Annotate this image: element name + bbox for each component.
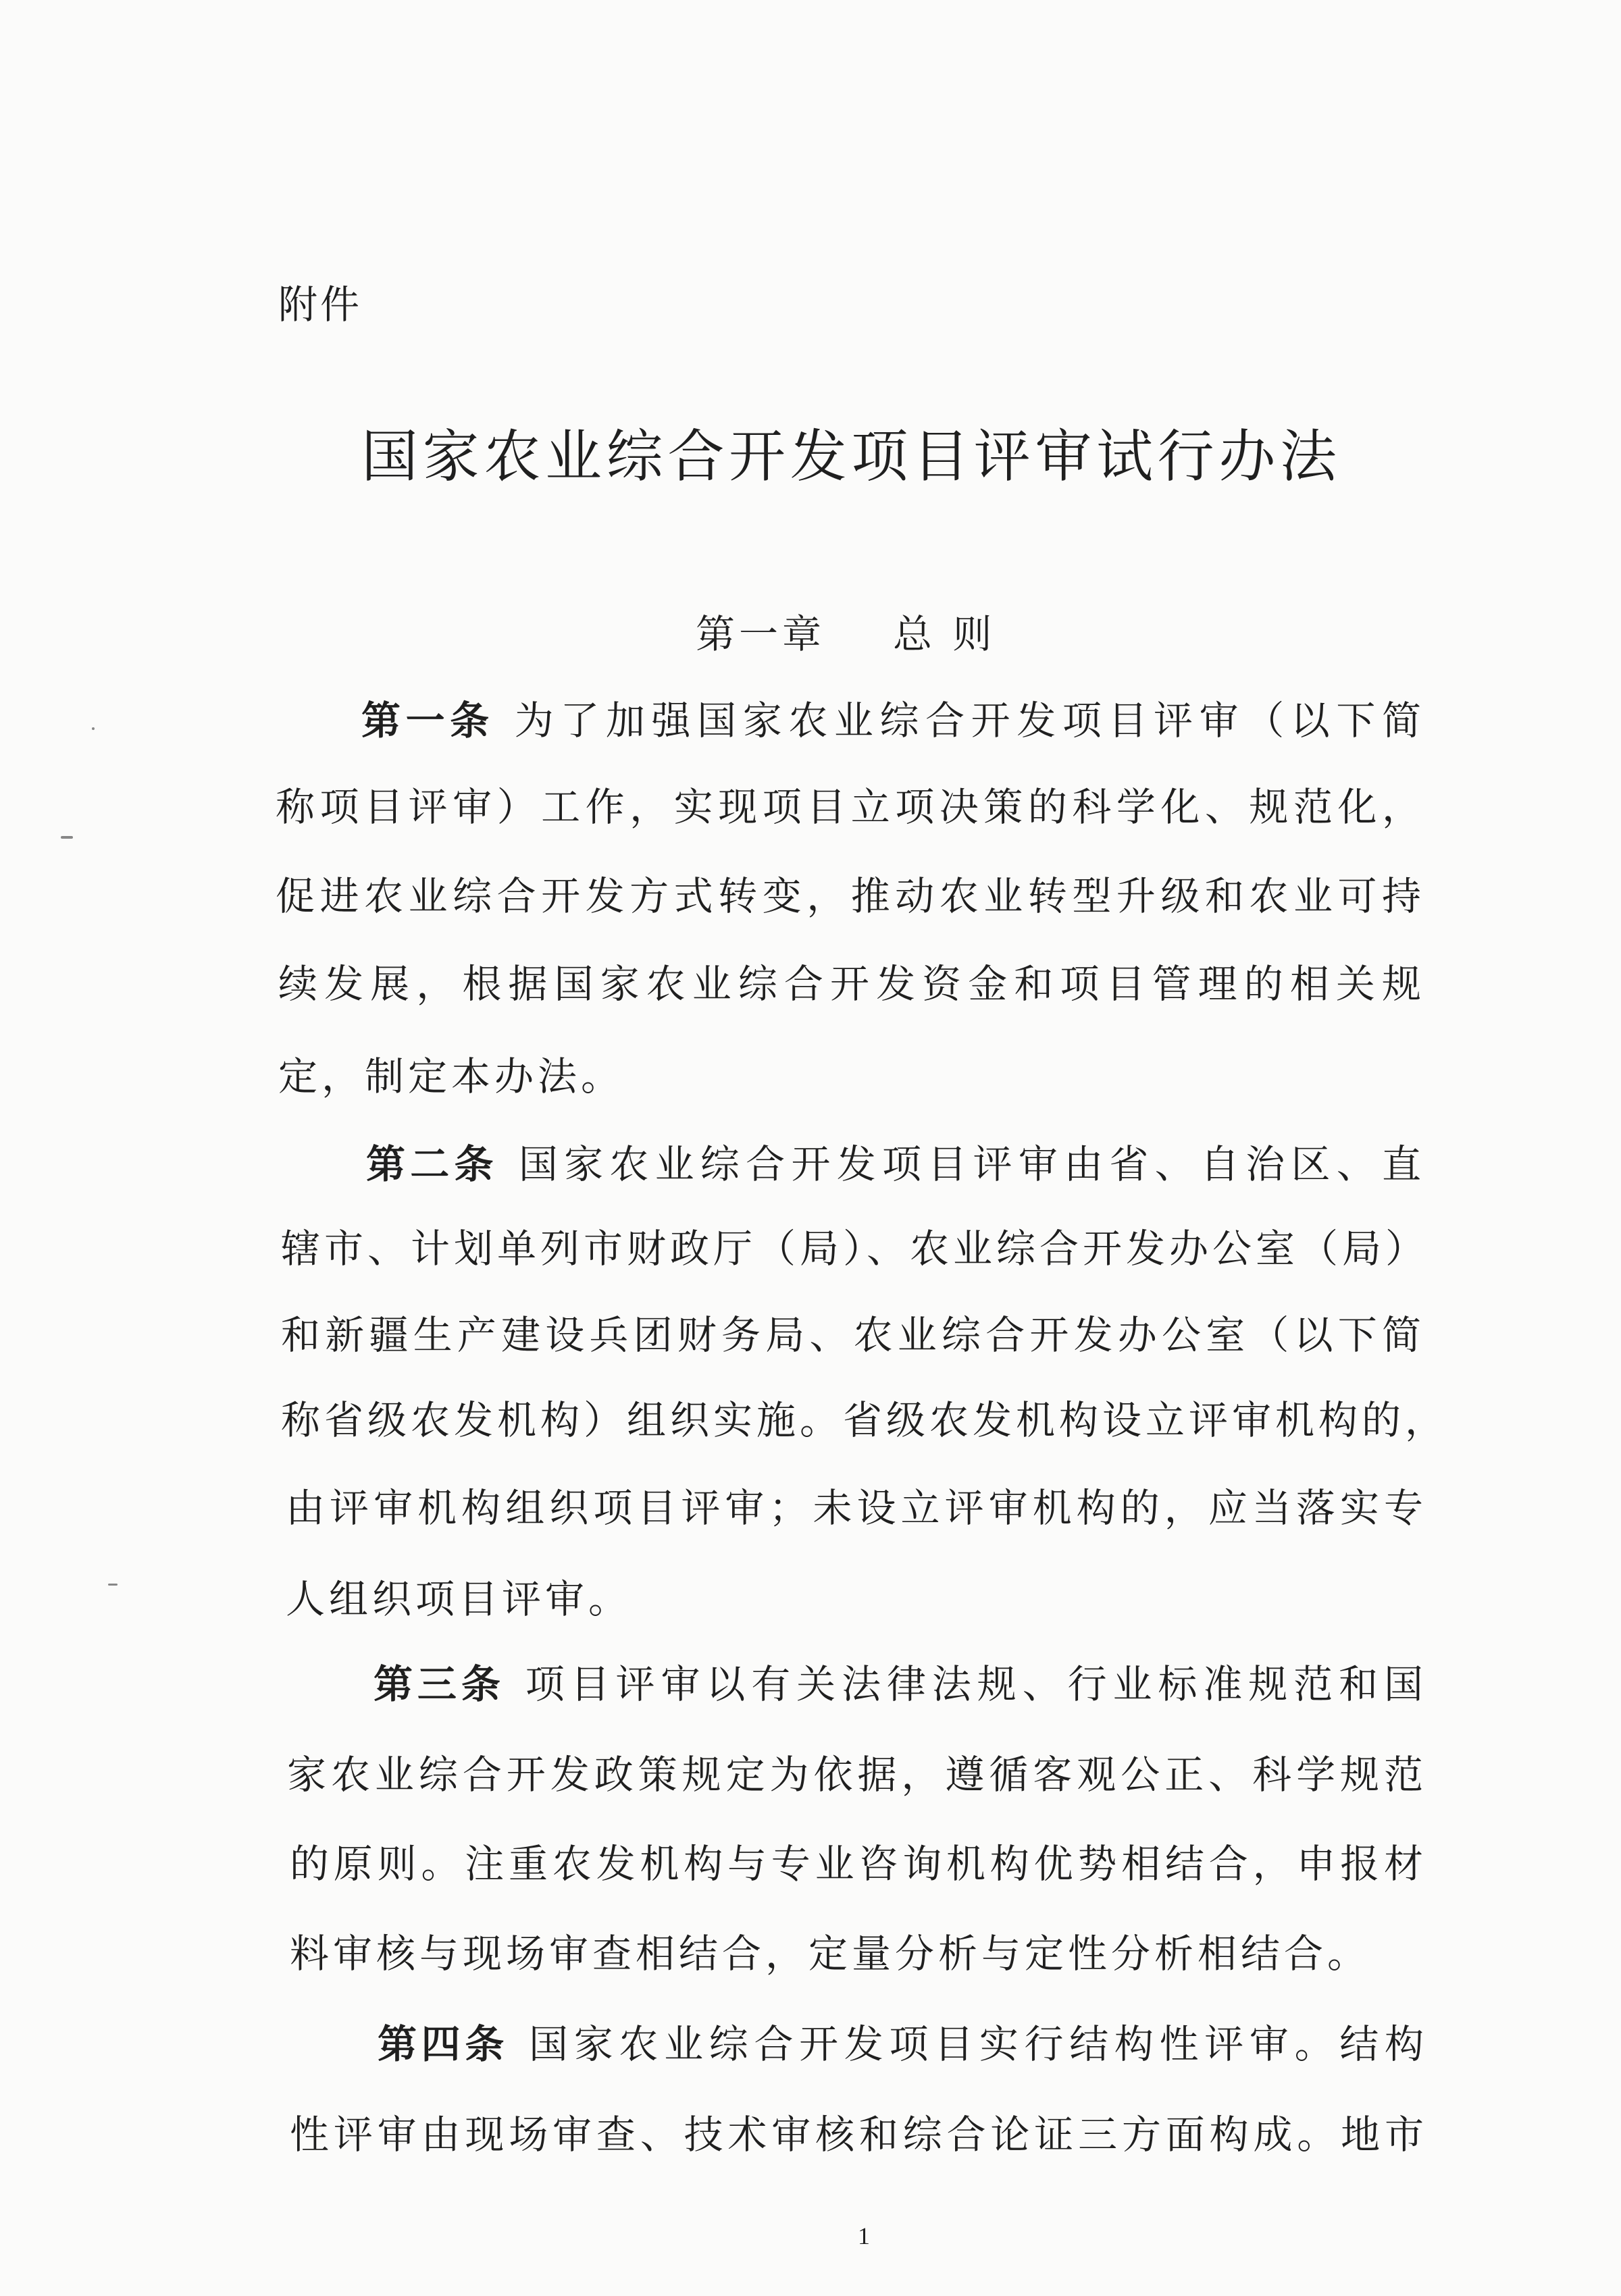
chapter-name: 总 则 xyxy=(893,611,996,657)
chapter-number: 第一章 xyxy=(696,611,826,657)
article-1-line-1 xyxy=(361,697,1425,744)
article-3-line-3: 的原则。注重农发机构与专业咨询机构优势相结合，申报材 xyxy=(290,1841,1427,1887)
article-1-line-4: 续发展，根据国家农业综合开发资金和项目管理的相关规 xyxy=(278,961,1425,1007)
document-title: 国家农业综合开发项目评审试行办法 xyxy=(361,423,1341,490)
article-3-line-2: 家农业综合开发政策规定为依据，遵循客观公正、科学规范 xyxy=(287,1752,1427,1798)
page-number: 1 xyxy=(858,2222,870,2249)
article-3-label: 第三条 xyxy=(374,1661,505,1707)
scan-speck xyxy=(108,1584,118,1586)
article-1-line-5: 定，制定本办法。 xyxy=(278,1053,625,1099)
article-2-line-4: 称省级农发机构）组织实施。省级农发机构设立评审机构的， xyxy=(281,1397,1449,1443)
article-4-label: 第四条 xyxy=(378,2021,509,2067)
article-2-label: 第二条 xyxy=(366,1141,498,1187)
scan-speck xyxy=(61,836,73,839)
article-3-line-1 xyxy=(374,1661,1427,1708)
article-3-line-1-text: 项目评审以有关法律法规、行业标准规范和国 xyxy=(525,1661,1427,1707)
article-2-line-3: 和新疆生产建设兵团财务局、农业综合开发办公室（以下简 xyxy=(281,1312,1425,1358)
article-3-line-4: 料审核与现场审查相结合，定量分析与定性分析相结合。 xyxy=(290,1931,1371,1977)
article-2-line-6: 人组织项目评审。 xyxy=(286,1576,632,1622)
article-2-line-2: 辖市、计划单列市财政厅（局）、农业综合开发办公室（局） xyxy=(281,1226,1429,1272)
article-2-line-1 xyxy=(366,1141,1425,1188)
article-4-line-2: 性评审由现场审查、技术审核和综合论证三方面构成。地市 xyxy=(290,2112,1428,2158)
article-1-label: 第一条 xyxy=(361,698,494,743)
article-2-line-1-text: 国家农业综合开发项目评审由省、自治区、直 xyxy=(518,1141,1425,1187)
article-2-line-5: 由评审机构组织项目评审；未设立评审机构的，应当落实专 xyxy=(286,1485,1427,1531)
article-1-line-3: 促进农业综合开发方式转变，推动农业转型升级和农业可持 xyxy=(276,873,1425,919)
attachment-label: 附件 xyxy=(278,282,363,328)
article-1-line-2: 称项目评审）工作，实现项目立项决策的科学化、规范化， xyxy=(276,784,1425,830)
article-4-line-1 xyxy=(378,2020,1428,2068)
article-4-line-1-text: 国家农业综合开发项目实行结构性评审。结构 xyxy=(529,2021,1428,2067)
article-1-line-1-text: 为了加强国家农业综合开发项目评审（以下简 xyxy=(514,698,1425,743)
scan-speck xyxy=(92,727,95,730)
